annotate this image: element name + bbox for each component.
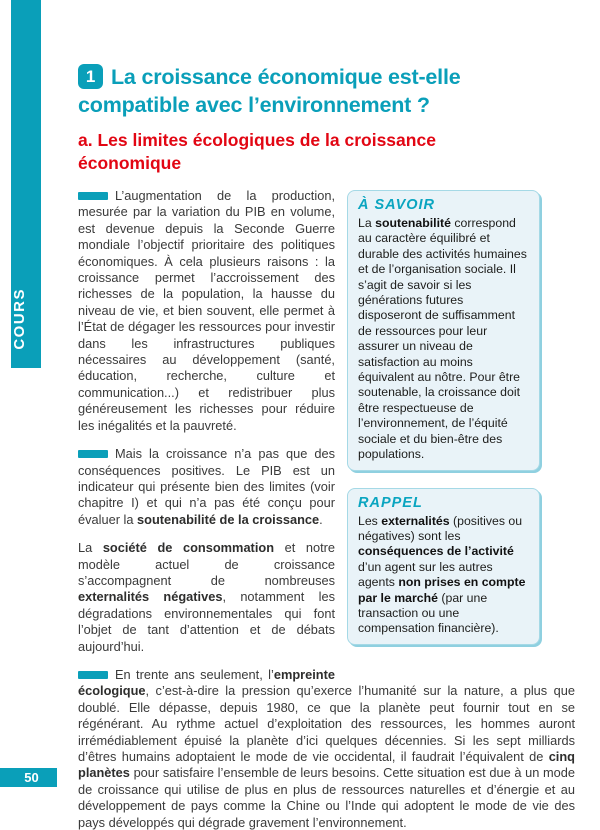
page-content: [78, 64, 575, 830]
paragraph-marker-icon: [78, 671, 108, 679]
bold-text: externalités négatives: [78, 589, 223, 605]
bold-text: empreinte écologique: [78, 666, 335, 699]
bold-text: conséquences de l’activité: [358, 544, 514, 559]
text-run: L’augmentation de la production, mesurée par la variation du PIB en volume, est devenue depuis la Seconde Guerre mondiale l’objectif prioritaire des politiques économiques. À cela plusieurs raisons : la croissance permet l’accroissement des richesses de la population, la hausse du niveau de vie, et bien souvent, elle permet à l’État de dégager les ressources pour investir dans les infrastructures publiques nécessaires au développement (santé, éducation, recherche, culture et communication...) et redistribuer plus généreusement les richesses pour réduire les inégalités et la pauvreté.: [78, 188, 335, 433]
bold-text: soutenabilité de la croissance: [137, 511, 320, 527]
cours-sidebar-label: COURS: [11, 288, 28, 350]
text-run: , c’est-à-dire la pression qu’exerce l’humanité sur la nature, a plus que doublé. Elle dépasse, depuis 1980, ce que la planète peut fournir tout en se régénérant. Au rythme actuel d’exploitation des ressources, les hommes auront irrémédiablement épuisé la planète d’ici quelques décennies. Si les sept milliards d’êtres humains adoptaient le mode de vie occidental, il faudrait l’équivalent de: [78, 683, 575, 764]
text-run: d’un agent sur les: [358, 559, 459, 574]
text-run: Mais la croissance n’a pas que des conséquences positives. Le PIB est un indicateur qui présente bien des limites (voir chapitre I) et qui n’a pas été conçu pour évaluer la: [78, 446, 335, 527]
text-run: En trente ans seulement, l’: [115, 666, 274, 682]
section-title-text: La croissance économique est-elle compatible avec l’environnement ?: [78, 65, 461, 117]
bold-text: société de consommation: [102, 540, 275, 556]
page-number-strip: [0, 768, 57, 787]
text-run: correspond au caractère équilibré et durable des activités humaines et de l’organisation sociale. Il s’agit de savoir si les générations futures disposeront de suffisamment de ressources pour leur assurer un niveau de satisfaction au moins équivalent au nôtre. Pour être soutenable, la croissance doit être respectueuse de l’environnement, de l’équité sociale et du bien-être des populations.: [358, 216, 527, 462]
paragraph-marker-icon: [78, 192, 108, 200]
paragraph: [78, 667, 575, 830]
paragraph-marker-icon: [78, 450, 108, 458]
text-run: Les: [358, 513, 382, 528]
text-run: (positives ou négatives) sont les: [358, 513, 523, 543]
info-box-text: [358, 216, 529, 463]
section-subtitle: a. Les limites écologiques de la croissance économique: [78, 130, 436, 173]
info-box-text: [358, 514, 529, 637]
bold-text: externalités: [381, 513, 450, 528]
article-body: [78, 188, 575, 830]
bold-text: soutenabilité: [375, 216, 451, 230]
page-number: 50: [24, 770, 39, 785]
text-run: La: [78, 540, 103, 556]
info-box-title: À SAVOIR: [358, 197, 436, 213]
text-run: (par une transaction ou une compensation financière).: [358, 590, 499, 636]
info-box-a-savoir: [347, 190, 540, 471]
bold-text: cinq planètes: [78, 749, 575, 781]
section-number-badge: 1: [78, 64, 103, 89]
section-title: [78, 64, 548, 119]
text-run: autres agents: [358, 559, 493, 590]
cours-sidebar-bar: [11, 0, 41, 368]
text-run: et notre modèle actuel de croissance s’accompagnent de nombreuses: [78, 540, 336, 588]
info-box-rappel: [347, 488, 540, 645]
info-box-column: [347, 190, 540, 662]
text-run: .: [319, 511, 323, 527]
text-run: La: [358, 216, 376, 230]
bold-text: non prises en compte par le marché: [358, 575, 526, 605]
text-run: , notamment les dégradations environnementales qui font l’objet de tant d’attention et de débats aujourd’hui.: [78, 589, 335, 654]
text-run: pour satisfaire l’ensemble de leurs besoins. Cette situation est due à un mode de croissance qui utilise de plus en plus de ressources naturelles et d’énergie et au développement de pays comme la Chine ou l’Inde qui adoptent le mode de vie des pays développés qui dégrade gravement l’environnement.: [78, 765, 575, 830]
info-box-title: RAPPEL: [358, 494, 423, 511]
